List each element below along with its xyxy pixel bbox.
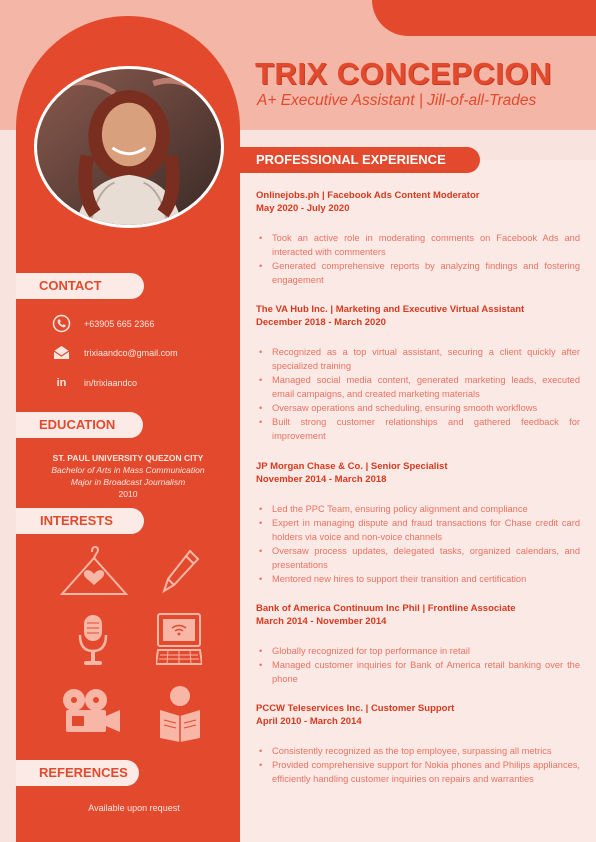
job-bullet: • Recognized as a top virtual assistant, securing a client quickly after specialized training — [256, 345, 580, 373]
job-bullet: • Mentored new hires to support their transition and certification — [256, 572, 580, 586]
hanger-heart-icon — [58, 544, 130, 605]
job-entry-5 — [256, 702, 580, 786]
job-title: PCCW Teleservices Inc. | Customer Support — [256, 703, 455, 714]
candidate-tagline: A+ Executive Assistant | Jill-of-all-Trades — [257, 92, 537, 109]
contact-linkedin[interactable]: in/trixiaandco — [84, 377, 138, 388]
job-bullet: • Built strong customer relationships and gathered feedback for improvement — [256, 415, 580, 443]
job-bullets — [256, 744, 580, 786]
job-dates: May 2020 - July 2020 — [256, 203, 350, 214]
job-entry-2 — [256, 303, 580, 443]
microphone-icon — [78, 613, 108, 674]
linkedin-icon: in — [56, 376, 67, 389]
job-dates: November 2014 - March 2018 — [256, 474, 387, 485]
corner-accent — [372, 0, 596, 36]
job-title: The VA Hub Inc. | Marketing and Executive Virtual Assistant — [256, 304, 525, 315]
job-dates: April 2010 - March 2014 — [256, 716, 362, 727]
education-major: Major in Broadcast Journalism — [70, 477, 186, 487]
education-block — [16, 452, 240, 500]
pencil-icon — [160, 547, 202, 602]
education-school: ST. PAUL UNIVERSITY QUEZON CITY — [52, 453, 204, 463]
computer-icon — [156, 612, 202, 673]
phone-icon — [52, 314, 71, 333]
job-bullets — [256, 345, 580, 443]
section-title-education: EDUCATION — [16, 412, 143, 438]
job-bullet: • Managed social media content, generated marketing leads, executed email campaigns, and created marketing materials — [256, 373, 580, 401]
job-title: JP Morgan Chase & Co. | Senior Specialist — [256, 461, 448, 472]
job-bullets — [256, 502, 580, 586]
job-dates: March 2014 - November 2014 — [256, 616, 387, 627]
job-bullets — [256, 644, 580, 686]
section-title-contact: CONTACT — [16, 273, 144, 299]
job-entry-3 — [256, 460, 580, 586]
job-bullet: • Consistently recognized as the top employee, surpassing all metrics — [256, 744, 580, 758]
job-title: Onlinejobs.ph | Facebook Ads Content Moderator — [256, 190, 480, 201]
job-bullet: • Globally recognized for top performance in retail — [256, 644, 580, 658]
job-bullet: • Led the PPC Team, ensuring policy alignment and compliance — [256, 502, 580, 516]
reading-icon — [156, 684, 204, 747]
section-title-experience: PROFESSIONAL EXPERIENCE — [240, 147, 480, 173]
references-text: Available upon request — [88, 803, 180, 813]
education-degree: Bachelor of Arts in Mass Communication — [51, 465, 205, 475]
profile-photo-image — [37, 69, 221, 225]
section-title-references: REFERENCES — [16, 760, 139, 786]
film-camera-icon — [60, 688, 122, 741]
job-entry-1 — [256, 189, 580, 287]
contact-linkedin-row — [52, 373, 137, 392]
job-bullet: • Provided comprehensive support for Nokia phones and Philips appliances, efficiently handling customer inquiries on repairs and warranties — [256, 758, 580, 786]
profile-photo — [34, 66, 224, 228]
job-bullet: • Expert in managing dispute and fraud transactions for Chase credit card holders via voice and non-voice channels — [256, 516, 580, 544]
contact-email-row — [52, 343, 178, 362]
candidate-name: TRIX CONCEPCION — [255, 56, 552, 91]
section-title-interests: INTERESTS — [16, 508, 144, 534]
job-bullet: • Generated comprehensive reports by analyzing findings and fostering engagement — [256, 259, 580, 287]
job-bullet: • Oversaw operations and scheduling, ensuring smooth workflows — [256, 401, 580, 415]
envelope-icon — [52, 343, 71, 362]
job-bullets — [256, 231, 580, 287]
job-bullet: • Managed customer inquiries for Bank of America retail banking over the phone — [256, 658, 580, 686]
job-title: Bank of America Continuum Inc Phil | Frontline Associate — [256, 603, 516, 614]
job-bullet: • Oversaw process updates, delegated tasks, organized calendars, and presentations — [256, 544, 580, 572]
job-entry-4 — [256, 602, 580, 686]
contact-email[interactable]: trixiaandco@gmail.com — [84, 347, 178, 358]
contact-phone[interactable]: +63905 665 2366 — [84, 318, 155, 329]
job-dates: December 2018 - March 2020 — [256, 317, 386, 328]
job-bullet: • Took an active role in moderating comments on Facebook Ads and interacted with commenters — [256, 231, 580, 259]
education-year: 2010 — [118, 489, 138, 499]
contact-phone-row — [52, 314, 154, 333]
